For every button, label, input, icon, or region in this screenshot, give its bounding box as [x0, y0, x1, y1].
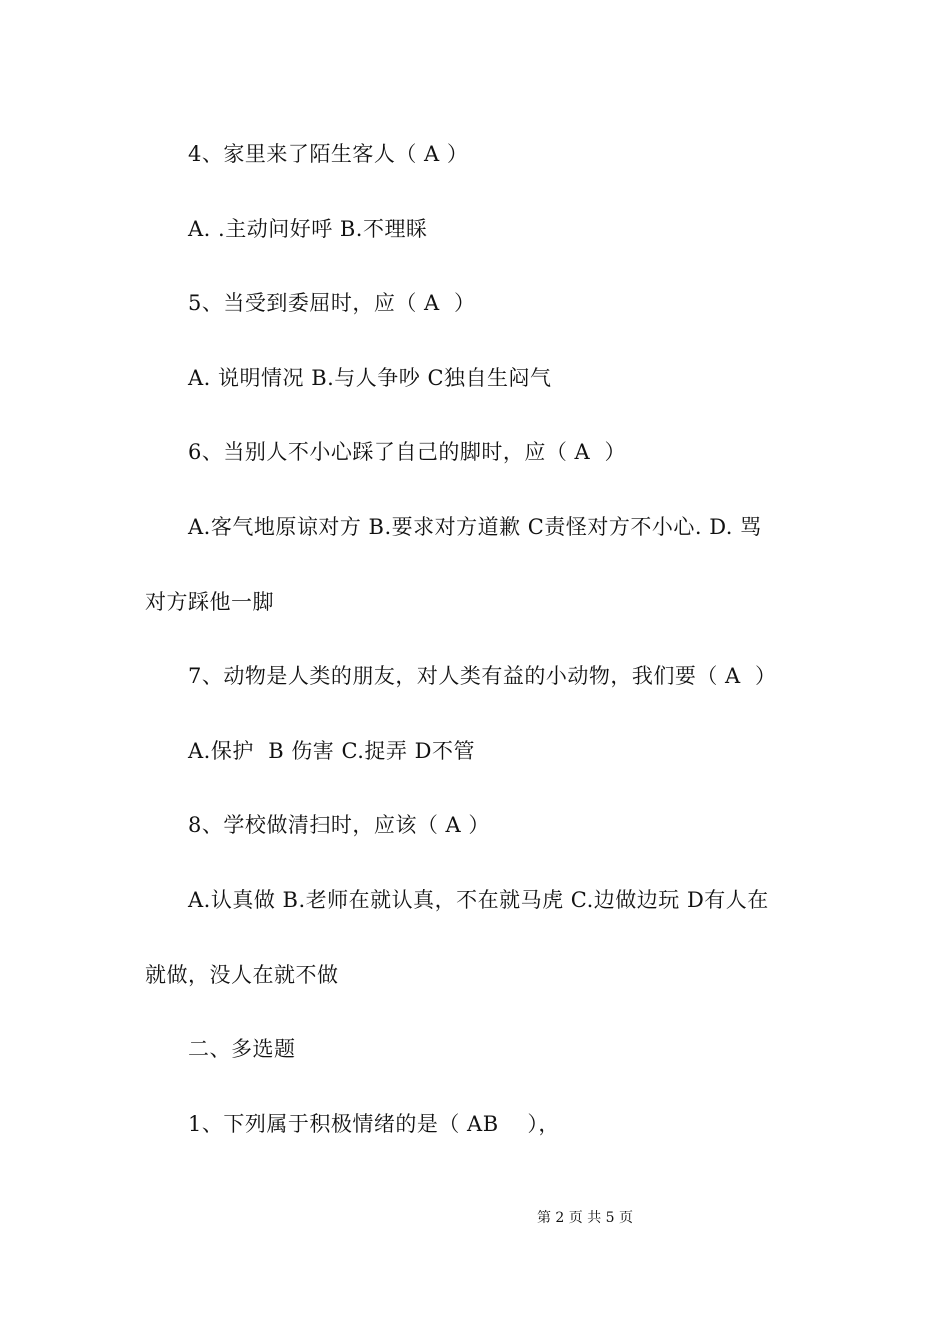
question-8-options-continued: 就做，没人在就不做 — [145, 963, 339, 987]
question-4-options: A. .主动问好呼 B.不理睬 — [188, 217, 428, 241]
question-7-options: A.保护 B 伤害 C.捉弄 D不管 — [188, 739, 475, 763]
question-8-options: A.认真做 B.老师在就认真，不在就马虎 C.边做边玩 D有人在 — [188, 888, 769, 912]
question-7: 7、动物是人类的朋友，对人类有益的小动物，我们要（ A ） — [188, 664, 777, 688]
question-6-options: A.客气地原谅对方 B.要求对方道歉 C责怪对方不小心. D. 骂 — [188, 515, 762, 539]
question-4: 4、家里来了陌生客人（ A ） — [188, 142, 469, 166]
question-5-options: A. 说明情况 B.与人争吵 C独自生闷气 — [188, 366, 552, 390]
page-number-footer: 第 2 页 共 5 页 — [536, 1210, 634, 1226]
section-heading-multiple-choice: 二、多选题 — [188, 1037, 296, 1061]
question-5: 5、当受到委屈时，应（ A ） — [188, 291, 476, 315]
question-6: 6、当别人不小心踩了自己的脚时，应（ A ） — [188, 440, 627, 464]
question-6-options-continued: 对方踩他一脚 — [145, 590, 274, 614]
question-8: 8、学校做清扫时，应该（ A ） — [188, 813, 490, 837]
multi-question-1: 1、下列属于积极情绪的是（ AB ）， — [188, 1112, 560, 1136]
